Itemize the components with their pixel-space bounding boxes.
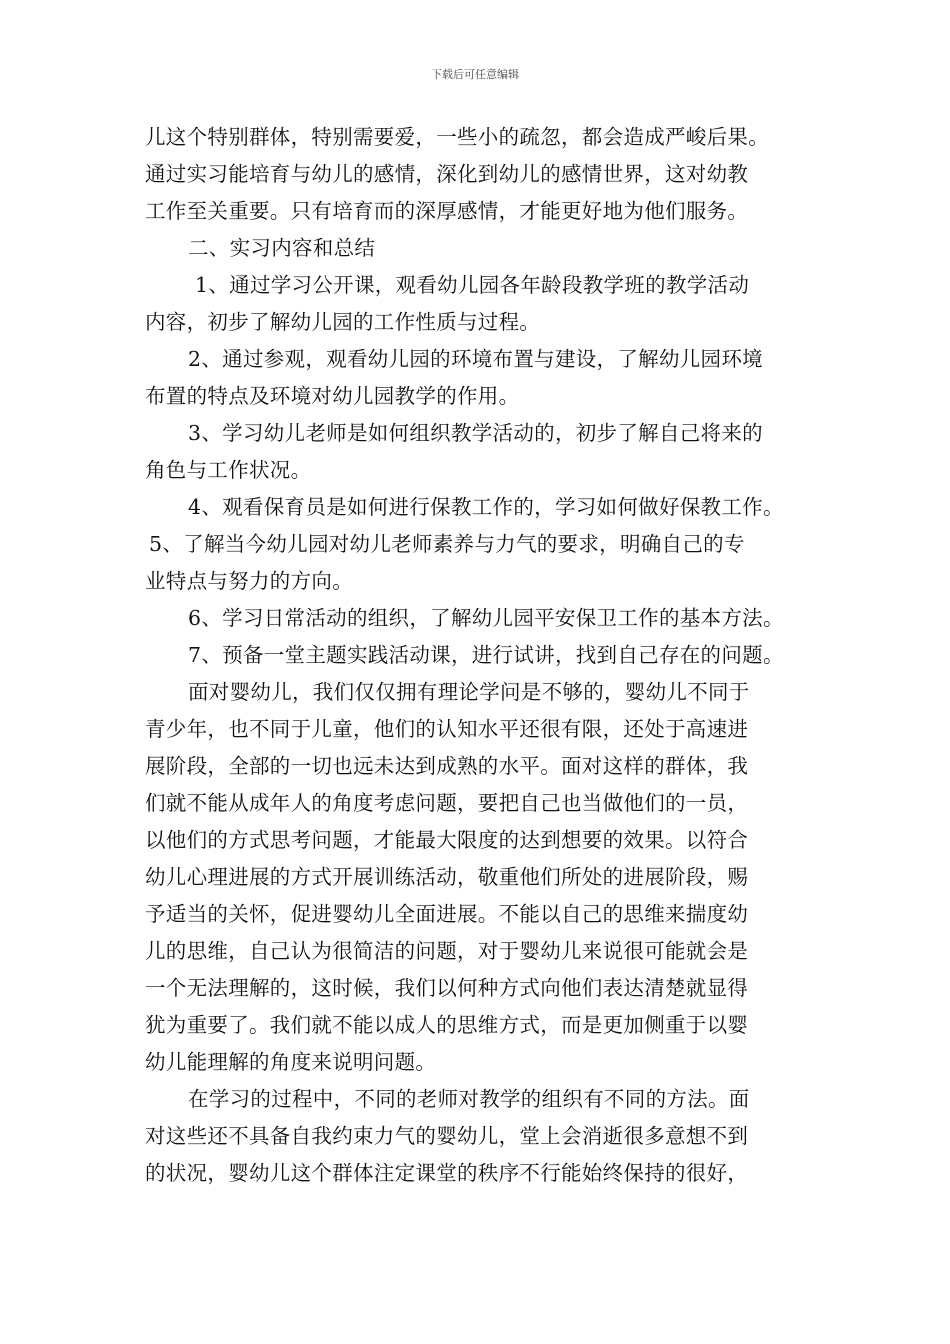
text-line: 通过实习能培育与幼儿的感情，深化到幼儿的感情世界，这对幼教 (145, 162, 749, 186)
text-line: 布置的特点及环境对幼儿园教学的作用。 (145, 384, 520, 408)
document-body (145, 119, 825, 1192)
text-line: 内容，初步了解幼儿园的工作性质与过程。 (145, 310, 541, 334)
text-line: 对这些还不具备自我约束力气的婴幼儿，堂上会消逝很多意想不到 (145, 1124, 749, 1148)
list-item-text: 6、学习日常活动的组织，了解幼儿园平安保卫工作的基本方法。 (188, 606, 784, 630)
paragraph-start: 在学习的过程中，不同的老师对教学的组织有不同的方法。面 (188, 1087, 750, 1111)
text-line: 业特点与努力的方向。 (145, 569, 353, 593)
text-line: 予适当的关怀，促进婴幼儿全面进展。不能以自己的思维来揣度幼 (145, 902, 749, 926)
paragraph-start: 面对婴幼儿，我们仅仅拥有理论学问是不够的，婴幼儿不同于 (188, 680, 750, 704)
list-item-text: 3、学习幼儿老师是如何组织教学活动的，初步了解自己将来的 (188, 421, 763, 445)
list-item-text: 4、观看保育员是如何进行保教工作的，学习如何做好保教工作。 (188, 495, 784, 519)
list-item-text: 5、了解当今幼儿园对幼儿老师素养与力气的要求，明确自己的专 (149, 532, 745, 556)
text-line: 展阶段，全部的一切也远未达到成熟的水平。面对这样的群体，我 (145, 754, 749, 778)
page-header-note: 下载后可任意编辑 (431, 68, 519, 81)
text-line: 幼儿心理进展的方式开展训练活动，敬重他们所处的进展阶段，赐 (145, 865, 749, 889)
list-item-text: 7、预备一堂主题实践活动课，进行试讲，找到自己存在的问题。 (188, 643, 784, 667)
text-line: 儿的思维，自己认为很简洁的问题，对于婴幼儿来说很可能就会是 (145, 939, 749, 963)
text-line: 犹为重要了。我们就不能以成人的思维方式，而是更加侧重于以婴 (145, 1013, 749, 1037)
list-item-text: 1、通过学习公开课，观看幼儿园各年龄段教学班的教学活动 (195, 273, 750, 297)
list-item-text: 2、通过参观，观看幼儿园的环境布置与建设，了解幼儿园环境 (188, 347, 763, 371)
text-line: 以他们的方式思考问题，才能最大限度的达到想要的效果。以符合 (145, 828, 749, 852)
section-heading: 二、实习内容和总结 (188, 236, 376, 260)
text-line: 工作至关重要。只有培育而的深厚感情，才能更好地为他们服务。 (145, 199, 749, 223)
text-line: 儿这个特别群体，特别需要爱，一些小的疏忽，都会造成严峻后果。 (145, 125, 769, 149)
text-line: 一个无法理解的，这时候，我们以何种方式向他们表达清楚就显得 (145, 976, 749, 1000)
text-line: 们就不能从成年人的角度考虑问题，要把自己也当做他们的一员， (145, 791, 749, 815)
text-line: 青少年，也不同于儿童，他们的认知水平还很有限，还处于高速进 (145, 717, 749, 741)
text-line: 的状况，婴幼儿这个群体注定课堂的秩序不行能始终保持的很好， (145, 1161, 749, 1185)
text-line: 幼儿能理解的角度来说明问题。 (145, 1050, 437, 1074)
text-line: 角色与工作状况。 (145, 458, 312, 482)
